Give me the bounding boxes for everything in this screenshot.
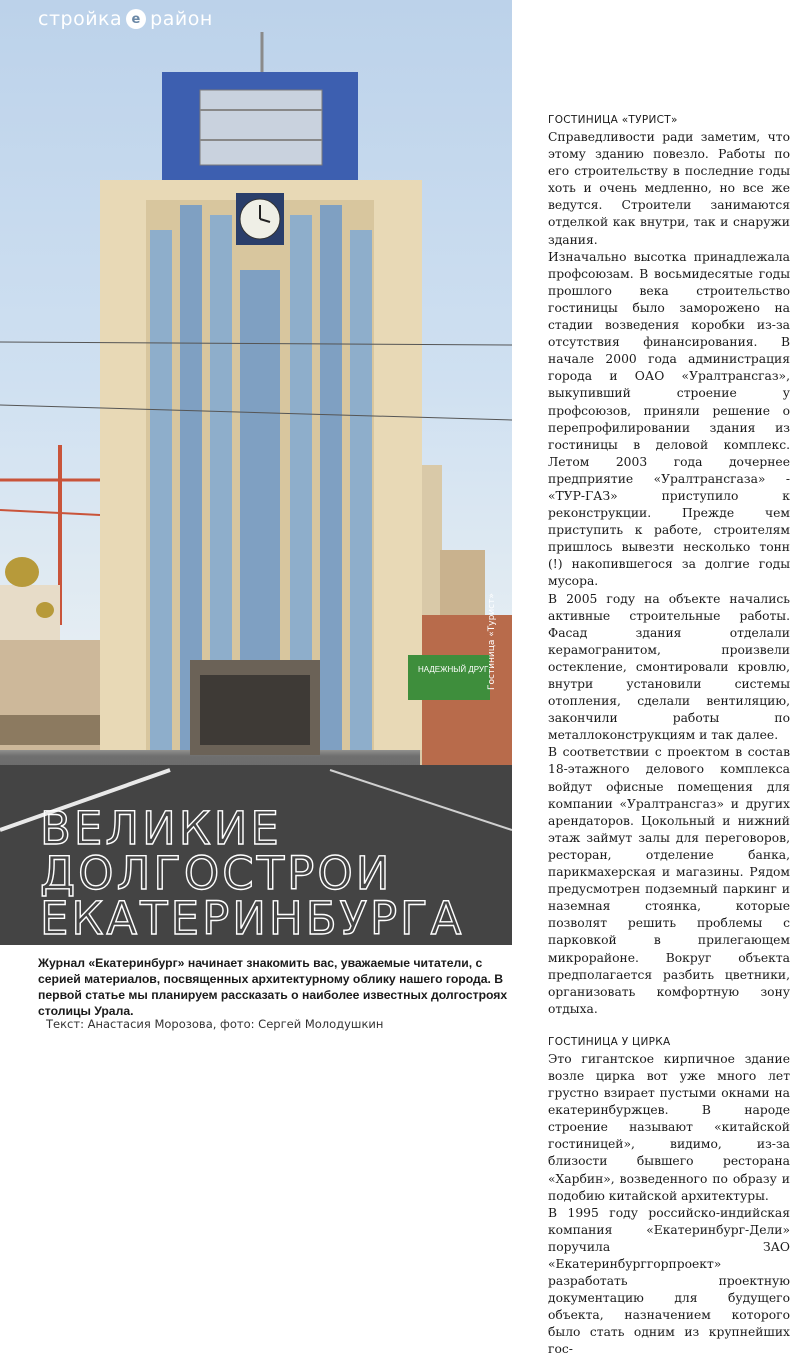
headline-line-1: ВЕЛИКИЕ (40, 802, 282, 855)
paragraph: Справедливости ради заметим, что этому зданию повезло. Работы по его строительству в последние годы хоть и очень медленно, но все же ведутся. Строители занимаются отделкой как внутри, так и снаружи здания. (548, 130, 790, 247)
article-text-column (548, 114, 790, 1359)
headline-line-3: ЕКАТЕРИНБУРГА (40, 892, 465, 945)
rubric-right: район (150, 8, 213, 30)
rubric-left: стройка (38, 8, 123, 30)
headline-line-2: ДОЛГОСТРОИ (40, 847, 393, 900)
paragraph: Это гигантское кирпичное здание возле цирка вот уже много лет грустно взирает пустыми окнами на екатеринбуржцев. В народе строение называют «китайской гостиницей», видимо, из-за близости бывшего ресторана «Харбин», возведенного по образу и подобию китайской архитектуры. (548, 1051, 790, 1203)
photo-sign-text: НАДЕЖНЫЙ ДРУГ (418, 665, 489, 674)
section-gap (548, 1018, 790, 1036)
article-headline (40, 802, 510, 945)
photo-caption: Гостиница «Турист» (487, 593, 497, 690)
hotel-photo (0, 0, 512, 945)
section-title-turist: ГОСТИНИЦА «ТУРИСТ» (548, 114, 678, 126)
paragraph: Изначально высотка принадлежала профсоюзам. В восьмидесятые годы прошлого века строительство гостиницы было заморожено на стадии возведения коробки из-за отсутствия финансирования. В начале 2000 года администрация города и ОАО «Уралтрансгаз», выкупивший строение у профсоюзов, приняли решение о перепрофилировании здания из гостиницы в деловой комплекс. Летом 2003 года дочернее предприятие «Уралтрансгаза» - «ТУР-ГАЗ» приступило к реконструкции. Прежде чем приступить к работе, строителям пришлось вывезти несколько тонн (!) накопившегося за долгие годы мусора. (548, 249, 790, 589)
rubric-logo-icon: е (126, 9, 146, 29)
section-rubric (38, 8, 213, 30)
article-lead: Журнал «Екатеринбург» начинает знакомить вас, уважаемые читатели, с серией материалов, посвященных архитектурному облику нашего города. В первой статье мы планируем рассказать о наиболее известных долгостроях столицы Урала. (38, 956, 508, 1018)
article-credits: Текст: Анастасия Морозова, фото: Сергей Молодушкин (46, 1017, 384, 1031)
section-title-circus: ГОСТИНИЦА У ЦИРКА (548, 1035, 671, 1048)
paragraph: В 2005 году на объекте начались активные строительные работы. Фасад здания отделали керамогранитом, произвели остекление, смонтировали кровлю, внутри установили системы отопления, сделали вентиляцию, закончили работы по металлоконструкциям и так далее. (548, 591, 790, 743)
paragraph: В соответствии с проектом в состав 18-этажного делового комплекса войдут офисные помещения для компании «Уралтрансгаз» и других арендаторов. Цокольный и нижний этаж займут залы для переговоров, ресторан, отделение банка, парикмахерская и магазины. Рядом предусмотрен подземный паркинг и наземная стоянка, которые позволят решить проблемы с парковкой в прилегающем микрорайоне. Вокруг объекта предполагается разбить цветники, организовать комфортную зону отдыха. (548, 745, 790, 1016)
paragraph: В 1995 году российско-индийская компания «Екатеринбург-Дели» поручила ЗАО «Екатеринбурггорпроект» разработать проектную документацию для будущего объекта, назначением которого было стать одним из крупнейших гос- (548, 1205, 790, 1357)
